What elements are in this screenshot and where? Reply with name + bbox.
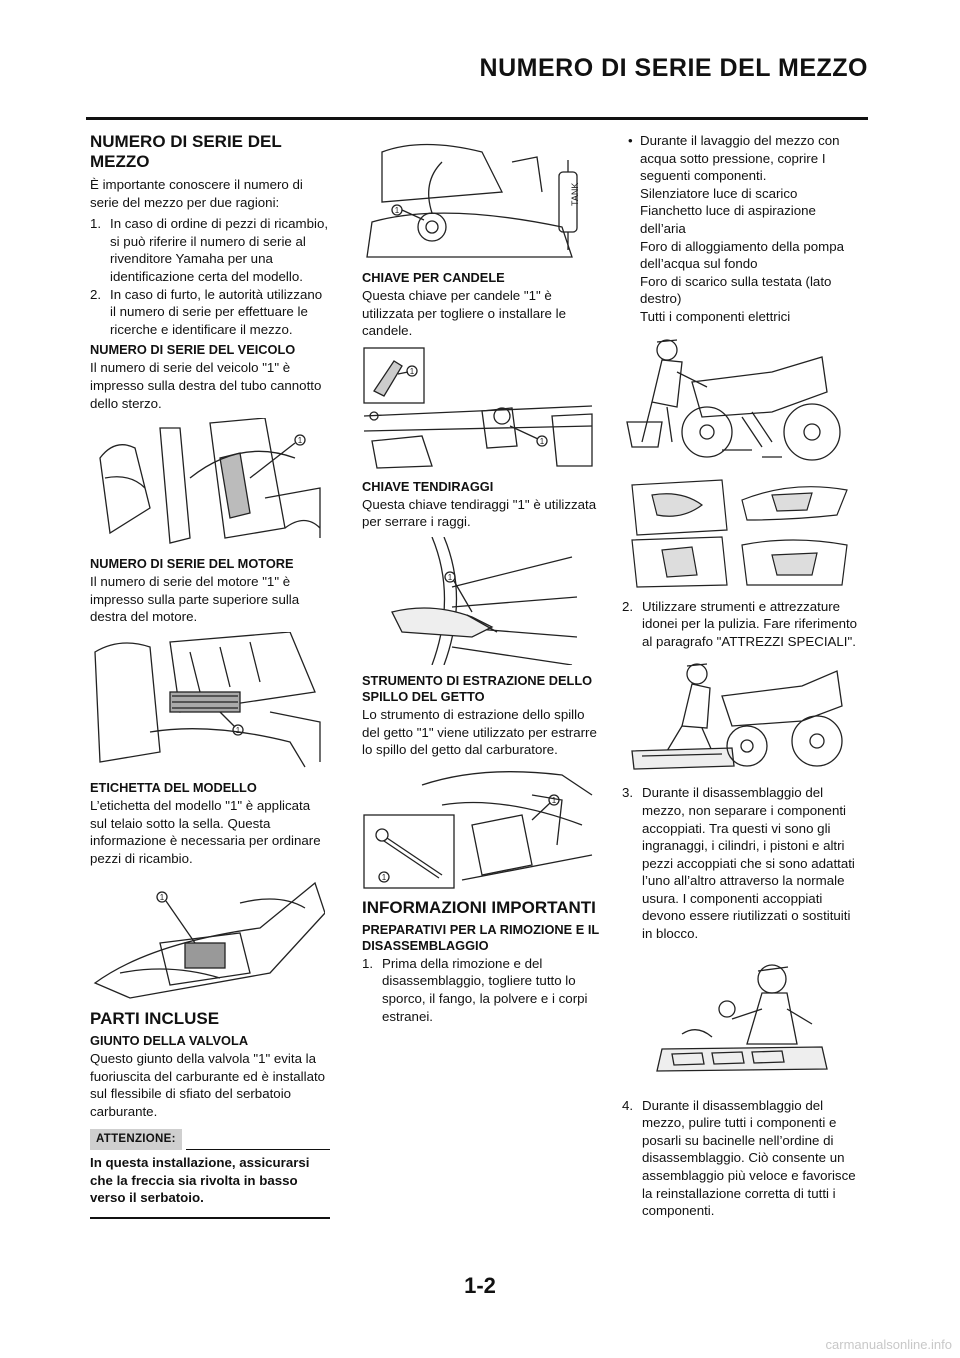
list-item: 1. Prima della rimozione e del disassemblaggio, togliere tutto lo sporco, il fango, la polvere e i corpi estranei.: [362, 955, 588, 1024]
column-left: [90, 132, 330, 1219]
list-item: • Durante il lavaggio del mezzo con acqua sotto pressione, coprire I seguenti componenti. Silenziatore luce di scarico Fianchetto luce di aspirazione dell’aria Foro di alloggiamento della pompa dell’acqua sul fondo Foro di scarico sulla testata (lato destro) Tutti i componenti elettrici: [622, 132, 862, 326]
list-item: 4. Durante il disassemblaggio del mezzo, pulire tutti i componenti e posarli su bacinelle nell’ordine di disassemblaggio. Ciò consente un assemblaggio più veloce e favorisce la reinstallazione corretta di tutti i componenti.: [622, 1097, 856, 1219]
caution-text: In questa installazione, assicurarsi che la freccia sia rivolta in basso verso il serbatoio.: [90, 1155, 310, 1206]
engine-serial-text: Il numero di serie del motore "1" è impresso sulla parte superiore sulla destra del motore.: [90, 574, 300, 625]
caution-header: [90, 1129, 330, 1151]
washing-motorcycle-illustration: [622, 332, 862, 467]
reasons-list: [90, 215, 330, 338]
spoke-wrench-heading: CHIAVE TENDIRAGGI: [362, 478, 494, 494]
steps-list-c: [622, 1097, 862, 1220]
callout-number: 1: [539, 436, 545, 446]
prep-heading: PREPARATIVI PER LA RIMOZIONE E IL DISASSEMBLAGGIO: [362, 921, 599, 953]
callout-number: 1: [551, 795, 557, 805]
engine-serial-heading: NUMERO DI SERIE DEL MOTORE: [90, 556, 294, 572]
callout-number: 1: [447, 572, 453, 582]
list-item: 3. Durante il disassemblaggio del mezzo, non separare i componenti accoppiati. Tra questi vi sono gli ingranaggi, i cilindri, i pistoni e altri pezzi accoppiati che si sono adattati l’uno all’altro attraverso la normale usura. I componenti accoppiati devono essere riutilizzati o sostituiti in blocco.: [622, 785, 855, 942]
spoke-wrench-illustration: [362, 537, 602, 665]
wash-bullet-list: [622, 132, 862, 326]
list-item: 1. In caso di ordine di pezzi di ricambio, si può riferire il numero di serie al rivenditore Yamaha per una identificazione certa del modello.: [90, 216, 329, 284]
header-rule: [86, 117, 868, 120]
needle-tool-text: Lo strumento di estrazione dello spillo del getto "1" viene utilizzato per estrarre lo spillo del getto dal carburatore.: [362, 706, 597, 758]
page-title: NUMERO DI SERIE DEL MEZZO: [479, 54, 868, 82]
engine-top-illustration: [90, 632, 330, 772]
callout-number: 1: [235, 725, 241, 735]
callout-number: 1: [394, 206, 400, 215]
caution-bottom-rule: [90, 1217, 330, 1219]
model-label-text: L’etichetta del modello "1" è applicata sul telaio sotto la sella. Questa informazione è necessaria per ordinare pezzi di ricambio.: [90, 797, 321, 866]
valve-joint-text: Questo giunto della valvola "1" evita la fuoriuscita del carburante ed è installato sul flessibile di sfiato del serbatoio carburante.: [90, 1051, 326, 1120]
caution-label: ATTENZIONE:: [90, 1129, 182, 1151]
jet-needle-tool-illustration: [362, 765, 602, 890]
valve-joint-heading: GIUNTO DELLA VALVOLA: [90, 1033, 249, 1049]
callout-number: 1: [381, 872, 387, 882]
section-title-included: PARTI INCLUSE: [90, 1009, 220, 1029]
list-item: 2. In caso di furto, le autorità utilizzano il numero di serie per effettuare le ricerche e identificare il mezzo.: [90, 286, 323, 337]
page-number: 1-2: [464, 1273, 496, 1298]
steering-head-illustration: [90, 418, 330, 548]
column-right: [622, 132, 862, 1224]
callout-number: 1: [409, 366, 415, 376]
covered-components-illustration: [622, 475, 862, 590]
needle-tool-heading: STRUMENTO DI ESTRAZIONE DELLO SPILLO DEL GETTO: [362, 672, 593, 704]
steps-list-b: [622, 784, 862, 942]
parts-tray-illustration: [622, 949, 862, 1089]
tools-motorcycle-illustration: [622, 656, 862, 776]
section-title-info: INFORMAZIONI IMPORTANTI: [362, 897, 596, 917]
prep-list: [362, 955, 602, 1025]
vehicle-serial-text: Il numero di serie del veicolo "1" è impresso sulla destra del tubo cannotto dello sterzo.: [90, 360, 322, 411]
intro-text: È importante conoscere il numero di serie del mezzo per due ragioni:: [90, 177, 303, 210]
list-item: 2. Utilizzare strumenti e attrezzature idonei per la pulizia. Fare riferimento al paragrafo "ATTREZZI SPECIALI".: [622, 598, 858, 649]
model-label-heading: ETICHETTA DEL MODELLO: [90, 779, 257, 795]
steps-list-a: [622, 598, 862, 651]
vehicle-serial-heading: NUMERO DI SERIE DEL VEICOLO: [90, 342, 296, 358]
tank-label: TANK: [570, 182, 580, 206]
watermark: carmanualsonline.info: [825, 1337, 952, 1352]
callout-number: 1: [297, 436, 303, 446]
fuel-tank-joint-illustration: [362, 132, 602, 262]
spoke-wrench-text: Questa chiave tendiraggi "1" è utilizzata per serrare i raggi.: [362, 496, 597, 530]
caution-rule: [186, 1149, 330, 1151]
section-title-serial: NUMERO DI SERIE DEL MEZZO: [90, 132, 282, 171]
spark-plug-wrench-illustration: [362, 346, 602, 471]
frame-under-seat-illustration: [90, 873, 330, 1001]
spark-wrench-heading: CHIAVE PER CANDELE: [362, 270, 505, 285]
callout-number: 1: [159, 893, 165, 903]
spark-wrench-text: Questa chiave per candele "1" è utilizzata per togliere o installare le candele.: [362, 288, 566, 339]
column-middle: [362, 132, 602, 1029]
